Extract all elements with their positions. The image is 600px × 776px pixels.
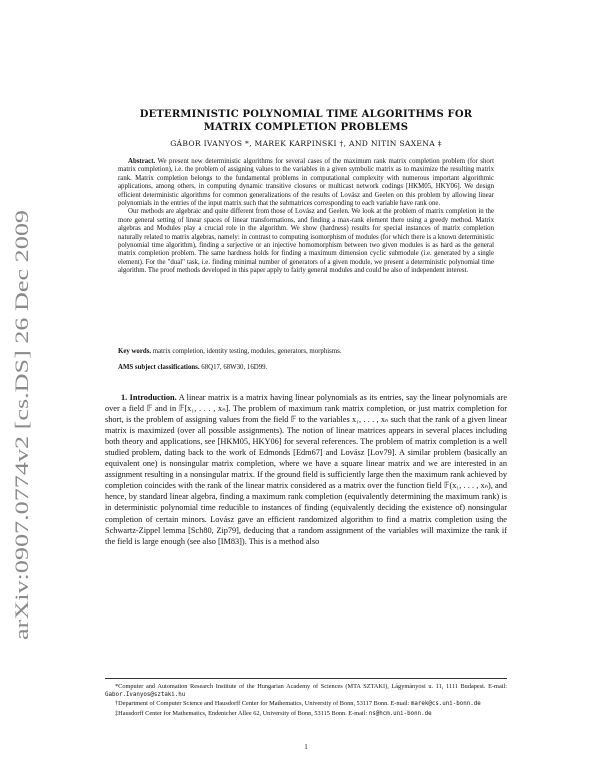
- abstract-paragraph-2: Our methods are algebraic and quite different from those of Lovász and Geelen. We look at the problem of matrix completion in the more general setting of linear spaces of linear transformations, and finding a max-rank element there using a greedy method. Matrix algebras and Modules play a crucial role in the algorithm. We show (hardness) results for special instances of matrix completion naturally related to matrix algebras, namely: in contrast to computing isomorphism of modules (for which there is a known deterministic polynomial time algorithm), finding a surjective or an injective homomorphism between two given modules is as hard as the general matrix completion problem. The same hardness holds for finding a maximum dimension cyclic submodule (i.e. generated by a single element). For the "dual" task, i.e. finding minimal number of generators of a given module, we present a deterministic polynomial time algorithm. The proof methods developed in this paper apply to fairly general modules and could be also of independent interest.: [118, 208, 494, 275]
- introduction-section: [105, 392, 507, 547]
- abstract-text-1: We present new deterministic algorithms for several cases of the maximum rank matrix completion problem (for short matrix completion), i.e. the problem of assigning values to the variables in a given symbolic matrix as to maximize the resulting matrix rank. Matrix completion belongs to the fundamental problems in computational complexity with numerous important algorithmic applications, among others, in computing dynamic transitive closures or multicast network codings [HKM05, HKY06]. We design efficient deterministic algorithms for common generalizations of the results of Lovász and Geelen on this problem by allowing linear polynomials in the entries of the input matrix such that the submatrices corresponding to each variable have rank one.: [118, 158, 494, 208]
- title-line-1: DETERMINISTIC POLYNOMIAL TIME ALGORITHMS FOR: [139, 109, 473, 120]
- arxiv-stamp-text: arXiv:0907.0774v2 [cs.DS] 26 Dec 2009: [12, 327, 33, 640]
- arxiv-stamp: [6, 200, 36, 640]
- footnote-3: [105, 710, 507, 719]
- author-list: GÁBOR IVANYOS *, MAREK KARPINSKI †, AND NITIN SAXENA ‡: [170, 139, 442, 148]
- ams-text: 68Q17, 68W30, 16D99.: [201, 364, 268, 371]
- footnote-2-text: †Department of Computer Science and Hausdorff Center for Mathematics, University of Bonn, 53117 Bonn. E-mail:: [115, 700, 410, 708]
- footnote-1: [105, 683, 507, 699]
- footnote-2: [105, 700, 507, 709]
- footnotes: [105, 678, 507, 719]
- keywords: [118, 348, 494, 355]
- footnote-1-text: *Computer and Automation Research Institute of the Hungarian Academy of Sciences (MTA SZTAKI), Lágymányosi u. 11, 1111 Budapest. E-mail:: [115, 683, 507, 690]
- ams-classifications: [118, 364, 494, 371]
- section-heading: 1. Introduction.: [121, 393, 177, 402]
- abstract: [118, 158, 494, 276]
- keywords-label: Key words.: [118, 348, 152, 355]
- abstract-paragraph-1: [118, 158, 494, 208]
- abstract-label: Abstract.: [128, 158, 156, 165]
- footnote-2-email: marek@cs.uni-bonn.de: [410, 701, 481, 708]
- title-line-2: MATRIX COMPLETION PROBLEMS: [203, 122, 409, 133]
- footnote-1-email: Gabor.Ivanyos@sztaki.hu: [105, 691, 186, 698]
- intro-text: A linear matrix is a matrix having linear polynomials as its entries, say the linear polynomials are over a field 𝔽 and in 𝔽[x₁, . . . , xₙ]. The problem of maximum rank matrix completion, or just matrix completion for short, is the problem of assigning values from the field 𝔽 to the variables x₁, . . . , xₙ such that the rank of a given linear matrix is maximized (over all possible assignments). The notion of linear matrices appears in several places including both theory and applications, see [HKM05, HKY06] for several references. The problem of matrix completion is a well studied problem, dating back to the work of Edmonds [Edm67] and Lovász [Lov79]. A similar problem (basically an equivalent one) is nonsingular matrix completion, where we have a square linear matrix and we are interested in an assignment resulting in a nonsingular matrix. If the ground field is sufficiently large then the maximum rank achieved by completion coincides with the rank of the linear matrix considered as a matrix over the function field 𝔽(x₁, . . . , xₙ), and hence, by standard linear algebra, finding a maximum rank completion (equivalently determining the maximum rank) is in deterministic polynomial time reducible to instances of finding (equivalently deciding the existence of) nonsingular completion of certain minors. Lovász gave an efficient randomized algorithm to find a matrix completion using the Schwartz-Zippel lemma [Sch80, Zip79], deducing that a random assignment of the variables will maximize the rank if the field is large enough (see also [IM83]). This is a method also: [105, 393, 507, 546]
- keywords-text: matrix completion, identity testing, modules, generators, morphisms.: [152, 348, 342, 355]
- footnote-3-text: ‡Hausdorff Center for Mathematics, Endenicher Allee 62, University of Bonn, 53115 Bonn. E-mail:: [115, 709, 368, 717]
- intro-paragraph: [105, 392, 507, 547]
- ams-label: AMS subject classifications.: [118, 364, 200, 371]
- paper-title: [105, 108, 507, 134]
- footnote-3-email: ns@hcm.uni-bonn.de: [368, 710, 432, 717]
- page-number: 1: [304, 743, 308, 751]
